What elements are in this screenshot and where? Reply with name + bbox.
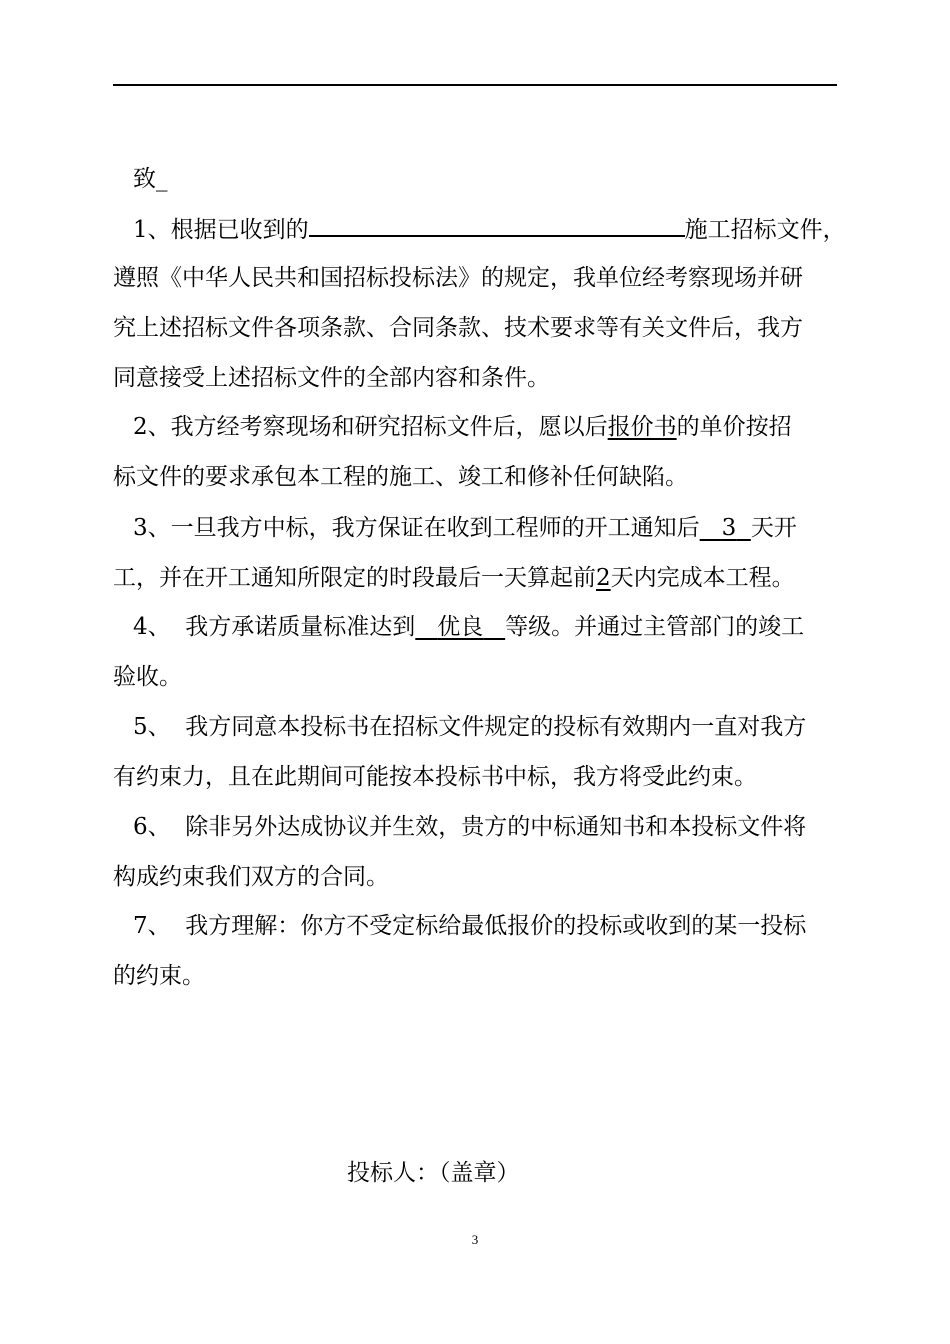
quality-grade-value: 优良 xyxy=(437,614,484,640)
paragraph-4-line-2: 验收。 xyxy=(113,664,182,690)
paragraph-7-line-2: 的约束。 xyxy=(113,963,205,989)
header-rule xyxy=(113,84,837,86)
paragraph-6-line-1: 6、 除非另外达成协议并生效，贵方的中标通知书和本投标文件将 xyxy=(133,814,807,840)
salutation-text: 致 xyxy=(133,166,156,192)
paragraph-2-line-2: 标文件的要求承包本工程的施工、竣工和修补任何缺陷。 xyxy=(113,464,688,490)
quality-grade-field[interactable] xyxy=(415,614,505,640)
paragraph-6-line-2: 构成约束我们双方的合同。 xyxy=(113,864,389,890)
paragraph-3-line-2 xyxy=(113,563,795,593)
p3-suffix: 天开 xyxy=(750,515,797,541)
paragraph-1-line-2: 遵照《中华人民共和国招标投标法》的规定，我单位经考察现场并研 xyxy=(113,265,803,291)
p1-suffix: 施工招标文件， xyxy=(684,217,846,243)
start-days-field[interactable] xyxy=(700,515,751,541)
quotation-link[interactable]: 报价书 xyxy=(607,414,677,440)
p1-prefix: 1、根据已收到的 xyxy=(133,217,309,243)
paragraph-1-line-4: 同意接受上述招标文件的全部内容和条件。 xyxy=(113,365,550,391)
p3-line2-suffix: 天内完成本工程。 xyxy=(610,565,795,591)
salutation-blank: _ xyxy=(156,166,168,192)
paragraph-5-line-1: 5、 我方同意本投标书在招标文件规定的投标有效期内一直对我方 xyxy=(133,714,807,740)
p3-prefix: 3、一旦我方中标，我方保证在收到工程师的开工通知后 xyxy=(133,515,700,541)
p2-suffix: 的单价按招 xyxy=(676,414,792,440)
start-days-value: 3 xyxy=(721,515,737,541)
salutation xyxy=(133,164,168,194)
p3-line2-prefix: 工，并在开工通知所限定的时段最后一天算起前 xyxy=(113,565,596,591)
paragraph-1-line-1 xyxy=(133,213,846,245)
p4-suffix: 等级。并通过主管部门的竣工 xyxy=(505,614,805,640)
bidder-signature: 投标人：（盖章） xyxy=(347,1160,520,1186)
paragraph-1-line-3: 究上述招标文件各项条款、合同条款、技术要求等有关文件后，我方 xyxy=(113,315,803,341)
paragraph-3-line-1 xyxy=(133,513,797,543)
p4-prefix: 4、 我方承诺质量标准达到 xyxy=(133,614,416,640)
finish-days-field[interactable]: 2 xyxy=(596,565,611,591)
paragraph-2-line-1 xyxy=(133,412,792,442)
project-name-blank[interactable] xyxy=(309,213,685,237)
paragraph-5-line-2: 有约束力，且在此期间可能按本投标书中标，我方将受此约束。 xyxy=(113,764,757,790)
page-number: 3 xyxy=(471,1232,479,1247)
paragraph-7-line-1: 7、 我方理解：你方不受定标给最低报价的投标或收到的某一投标 xyxy=(133,913,807,939)
paragraph-4-line-1 xyxy=(133,612,804,642)
p2-prefix: 2、我方经考察现场和研究招标文件后，愿以后 xyxy=(133,414,608,440)
